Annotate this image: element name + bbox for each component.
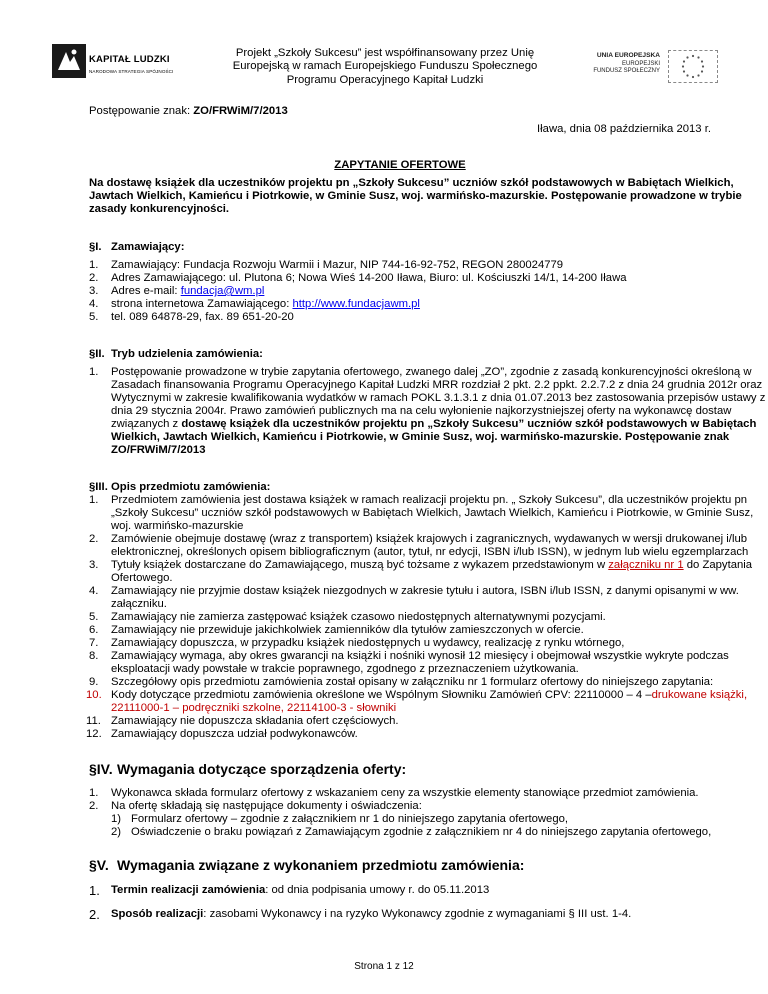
list-number: 2. [89, 533, 99, 545]
list-item: „Szkoły Sukcesu” uczniów szkół podstawowych w Babiętach Wielkich, Jawtach Wielkich, Kamieńcu i Piotrkowie, w Gminie Susz, [111, 507, 754, 519]
sub-list-number: 2) [111, 826, 122, 838]
list-item: Szczegółowy opis przedmiotu zamówienia został opisany w załączniku nr 1 formularz ofertowy do niniejszego zapytania: [111, 676, 714, 688]
eu-logo [588, 50, 718, 84]
sub-list-number: 1) [111, 813, 122, 825]
list-number: 6. [89, 624, 99, 636]
project-info-line: Europejską w ramach Europejskiego Funduszu Społecznego [232, 60, 538, 73]
section-5-number: §V. [89, 857, 109, 873]
list-number: 11. [86, 715, 101, 727]
list-item: elektronicznej, określonych opisem bibliograficznym (autor, tytuł, nr edycji, ISBN i/lub ISSN), w jednym lub wielu egzemplarzach [111, 546, 749, 558]
list-number: 2. [89, 800, 99, 812]
kapital-ludzki-logo [52, 44, 202, 78]
section-5-title: Wymagania związane z wykonaniem przedmiotu zamówienia: [117, 857, 525, 873]
list-item: Zamawiający wymaga, aby okres gwarancji na książki i nośniki wynosił 12 miesięcy i obejmował wszystkie wykryte podczas [111, 650, 729, 662]
list-item: Zamawiający nie przyjmie dostaw książek niezgodnych w zakresie tytułu i autora, ISBN i/lub ISSN, z danymi opisanymi w ww. [111, 585, 739, 597]
paragraph-line: Wytycznymi w zakresie kwalifikowania wydatków w ramach POKL 3.1.3.1 z dnia 01.07.2013 bez zastosowania przepisów ustawy z [111, 392, 766, 404]
paragraph-line: ZO/FRWiM/7/2013 [111, 444, 206, 456]
case-reference [89, 105, 288, 118]
intro-line: Jawtach Wielkich, Kamieńcu i Piotrkowie, w Gminie Susz, woj. warmińsko-mazurskie. Postępowanie prowadzone w trybie [89, 190, 742, 202]
list-item [111, 884, 489, 897]
list-item: Zamawiający dopuszcza udział podwykonawców. [111, 728, 358, 740]
term-value: : od dnia podpisania umowy r. do 05.11.2013 [265, 884, 490, 896]
paragraph-line: Zasadach finansowania Programu Operacyjnego Kapitał Ludzki MRR rozdział 2 pkt. 2.2 ppkt. 2.2.7.2 z dnia 24 grudnia 2012r oraz [111, 379, 763, 391]
section-1-number: §I. [89, 241, 102, 253]
list-item: Adres Zamawiającego: ul. Plutona 6; Nowa Wieś 14-200 Iława, Biuro: ul. Kościuszki 14/1, 14-200 Iława [111, 272, 627, 284]
list-number: 10. [86, 689, 102, 701]
list-number: 4. [89, 298, 99, 310]
list-item: Zamówienie obejmuje dostawę (wraz z transportem) książek krajowych i zagranicznych, wydawanych w wersji drukowanej i/lub [111, 533, 748, 545]
paragraph-line: Wielkich, Jawtach Wielkich, Kamieńcu i Piotrkowie, w Gminie Susz, woj. warmińsko-mazurskie. Postępowanie znak [111, 431, 730, 443]
kapital-ludzki-subtitle: NARODOWA STRATEGIA SPÓJNOŚCI [89, 69, 174, 74]
list-number: 5. [89, 311, 99, 323]
list-number: 1. [89, 494, 99, 506]
list-number: 1. [89, 259, 99, 271]
eu-line-2: EUROPEJSKI [621, 60, 660, 67]
page-footer: Strona 1 z 12 [354, 961, 414, 972]
method-label: Sposób realizacji [111, 908, 204, 920]
website-label: strona internetowa Zamawiającego: [111, 298, 293, 310]
eu-line-3: FUNDUSZ SPOŁECZNY [593, 68, 660, 75]
page-header [0, 0, 768, 110]
attachment-1-link[interactable]: załączniku nr 1 [608, 559, 684, 571]
project-info [230, 47, 540, 87]
paragraph-text: związanych z [111, 418, 182, 430]
section-1-title: Zamawiający: [111, 241, 185, 253]
list-number: 8. [89, 650, 99, 662]
list-item: eksploatacji wady powstałe w trakcie poprawnego, zgodnego z przeznaczeniem użytkowania. [111, 663, 579, 675]
list-item [111, 908, 631, 921]
list-number: 1. [89, 787, 99, 799]
list-item: woj. warmińsko-mazurskie [111, 520, 244, 532]
cpv-highlight: drukowane książki, [651, 689, 748, 701]
section-2-number: §II. [89, 348, 105, 360]
paragraph-line: Postępowanie prowadzone w trybie zapytania ofertowego, zwanego dalej „ZO”, zgodnie z zasadą konkurencyjności określoną w [111, 366, 752, 378]
section-4-number: §IV. [89, 761, 113, 777]
section-3-title: Opis przedmiotu zamówienia: [111, 481, 271, 493]
paragraph-bold: dostawę książek dla uczestników projektu pn „Szkoły Sukcesu” uczniów szkół podstawowych w Babiętach [181, 418, 757, 430]
list-item [111, 298, 420, 311]
document-title: ZAPYTANIE OFERTOWE [334, 159, 466, 171]
list-item: Wykonawca składa formularz ofertowy z wskazaniem ceny za wszystkie elementy stanowiące przedmiot zamówienia. [111, 787, 699, 799]
intro-line: zasady konkurencyjności. [89, 203, 230, 215]
sub-list-item: Oświadczenie o braku powiązań z Zamawiającym zgodnie z załącznikiem nr 4 do niniejszego zapytania ofertowego, [131, 826, 712, 838]
list-number: 3. [89, 285, 99, 297]
list-number: 12. [86, 728, 102, 740]
list-number: 3. [89, 559, 99, 571]
email-link[interactable]: fundacja@wm.pl [180, 285, 265, 297]
paragraph-line: dnia 29 stycznia 2004r. Prawo zamówień publicznych ma na celu wyłonienie najkorzystniejszej oferty na wykonawcę dostaw [111, 405, 732, 417]
list-item [111, 689, 747, 702]
list-item: Ofertowego. [111, 572, 173, 584]
section-2-title: Tryb udzielenia zamówienia: [111, 348, 263, 360]
list-number: 1. [89, 883, 100, 898]
list-number: 5. [89, 611, 99, 623]
project-info-line: Projekt „Szkoły Sukcesu” jest współfinansowany przez Unię [235, 47, 535, 59]
list-item: Zamawiający dopuszcza, w przypadku książek niedostępnych u wydawcy, realizację z rynku wtórnego, [111, 637, 625, 649]
term-label: Termin realizacji zamówienia [111, 884, 266, 896]
kapital-ludzki-emblem-icon [52, 44, 86, 78]
list-item: Przedmiotem zamówienia jest dostawa książek w ramach realizacji projektu pn. „ Szkoły Sukcesu”, dla uczestników projektu pn [111, 494, 748, 506]
list-number: 2. [89, 907, 100, 922]
sub-list-item: Formularz ofertowy – zgodnie z załącznikiem nr 1 do niniejszego zapytania ofertowego, [131, 813, 569, 825]
list-text: Tytuły książek dostarczane do Zamawiającego, muszą być tożsame z wykazem przedstawionym w [111, 559, 609, 571]
list-item: 22111000-1 – podręczniki szkolne, 22114100-3 - słowniki [111, 702, 397, 714]
intro-line: Na dostawę książek dla uczestników projektu pn „Szkoły Sukcesu” uczniów szkół podstawowych w Babiętach Wielkich, [89, 177, 734, 189]
case-number: ZO/FRWiM/7/2013 [193, 105, 288, 117]
eu-line-1: UNIA EUROPEJSKA [596, 52, 660, 59]
list-item [111, 559, 752, 572]
paragraph-line [111, 418, 756, 431]
eu-logo-text [588, 52, 660, 76]
list-item: Zamawiający nie przewiduje jakichkolwiek zamienników dla tytułów zamieszczonych w ofercie. [111, 624, 584, 636]
list-item: Zamawiający: Fundacja Rozwoju Warmii i Mazur, NIP 744-16-92-752, REGON 280024779 [111, 259, 564, 271]
list-item: Na ofertę składają się następujące dokumenty i oświadczenia: [111, 800, 422, 812]
list-text: Kody dotyczące przedmiotu zamówienia określone we Wspólnym Słowniku Zamówień CPV: 22110000 – 4 – [111, 689, 652, 701]
email-label: Adres e-mail: [111, 285, 181, 297]
list-number: 7. [89, 637, 99, 649]
case-label: Postępowanie znak: [89, 105, 194, 117]
list-number: 1. [89, 366, 99, 378]
date-line: Iława, dnia 08 października 2013 r. [537, 123, 711, 135]
list-text: do Zapytania [683, 559, 753, 571]
list-item: załączniku. [111, 598, 167, 610]
kapital-ludzki-title: KAPITAŁ LUDZKI [89, 54, 170, 65]
project-info-line: Programu Operacyjnego Kapitał Ludzki [286, 73, 484, 86]
list-item: Zamawiający nie dopuszcza składania ofert częściowych. [111, 715, 399, 727]
list-item: tel. 089 64878-29, fax. 89 651-20-20 [111, 311, 294, 323]
eu-flag-icon [668, 50, 718, 83]
list-item: Zamawiający nie zamierza zastępować książek czasowo niedostępnych alternatywnymi pozycjami. [111, 611, 606, 623]
list-item [111, 285, 264, 298]
method-value: : zasobami Wykonawcy i na ryzyko Wykonawcy zgodnie z wymaganiami § III ust. 1-4. [203, 908, 632, 920]
list-number: 9. [89, 676, 99, 688]
list-number: 2. [89, 272, 99, 284]
list-number: 4. [89, 585, 99, 597]
section-4-title: Wymagania dotyczące sporządzenia oferty: [117, 761, 407, 777]
section-3-number: §III. [89, 481, 108, 493]
website-link[interactable]: http://www.fundacjawm.pl [292, 298, 420, 310]
